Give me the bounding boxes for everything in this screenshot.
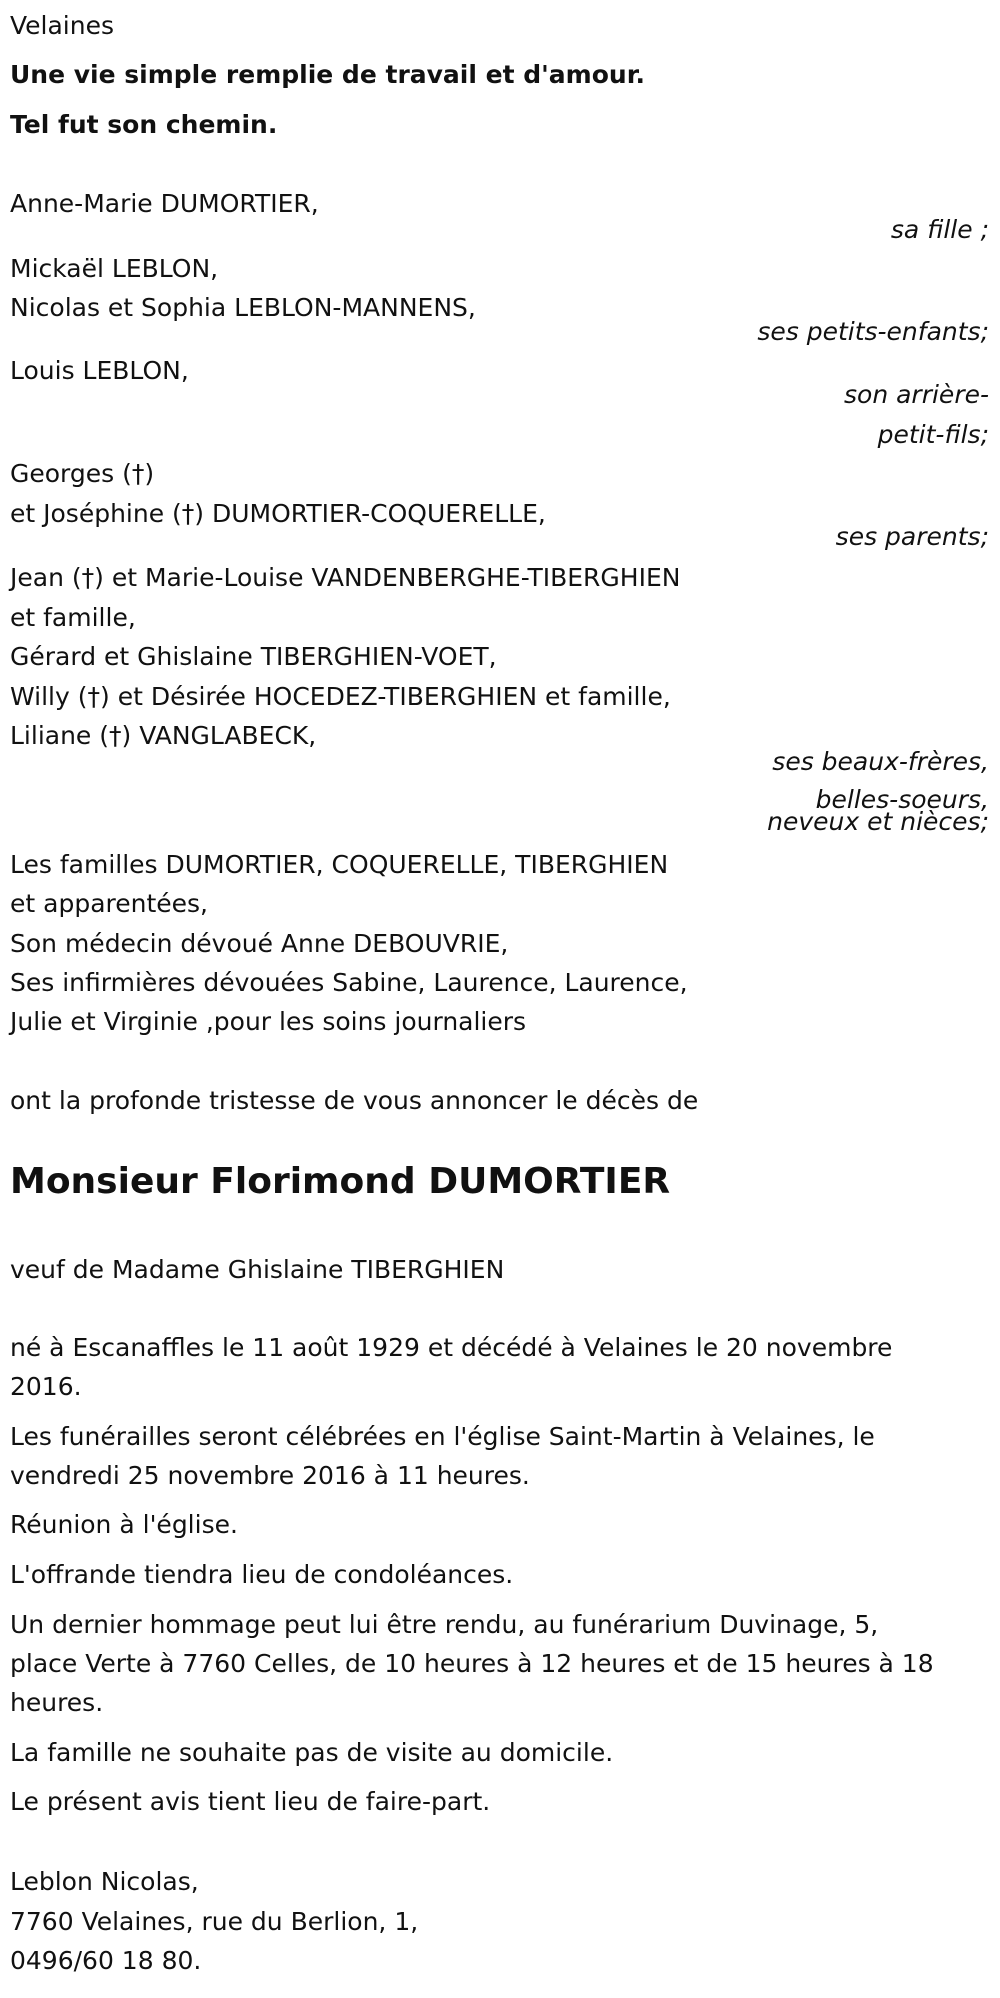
notice-text: Le présent avis tient lieu de faire-part. bbox=[10, 1787, 491, 1816]
quote-line-2: Tel fut son chemin. bbox=[10, 110, 278, 139]
parent-name: Georges (†) bbox=[10, 459, 155, 488]
great-grandson-role-line-1: son arrière- bbox=[844, 380, 989, 409]
announcement-text: ont la profonde tristesse de vous annoncer le décès de bbox=[10, 1086, 699, 1115]
parents-role: ses parents; bbox=[835, 522, 989, 551]
other-relation-line: Les familles DUMORTIER, COQUERELLE, TIBERGHIEN bbox=[10, 850, 669, 879]
meeting-text: Réunion à l'église. bbox=[10, 1510, 238, 1539]
offering-text: L'offrande tiendra lieu de condoléances. bbox=[10, 1560, 514, 1589]
grandchild-name: Mickaël LEBLON, bbox=[10, 254, 219, 283]
in-law-name: Jean (†) et Marie-Louise VANDENBERGHE-TIBERGHIEN bbox=[10, 563, 681, 592]
grandchild-name: Nicolas et Sophia LEBLON-MANNENS, bbox=[10, 293, 476, 322]
no-visit-text: La famille ne souhaite pas de visite au domicile. bbox=[10, 1738, 614, 1767]
tribute-line-3: heures. bbox=[10, 1688, 104, 1717]
funeral-line-1: Les funérailles seront célébrées en l'église Saint-Martin à Velaines, le bbox=[10, 1422, 875, 1451]
place-name: Velaines bbox=[10, 11, 115, 40]
parent-name: et Joséphine (†) DUMORTIER-COQUERELLE, bbox=[10, 499, 546, 528]
great-grandson-role-line-2: petit-fils; bbox=[877, 420, 989, 449]
in-laws-role-line-2: belles-soeurs, bbox=[815, 785, 989, 814]
widower-text: veuf de Madame Ghislaine TIBERGHIEN bbox=[10, 1255, 505, 1284]
contact-name: Leblon Nicolas, bbox=[10, 1867, 199, 1896]
in-law-name: et famille, bbox=[10, 603, 136, 632]
birth-death-line-2: 2016. bbox=[10, 1372, 82, 1401]
other-relation-line: et apparentées, bbox=[10, 889, 208, 918]
deceased-name: Monsieur Florimond DUMORTIER bbox=[10, 1161, 671, 1202]
in-laws-role-line-3: neveux et nièces; bbox=[767, 807, 989, 836]
other-relation-line: Son médecin dévoué Anne DEBOUVRIE, bbox=[10, 929, 509, 958]
funeral-line-2: vendredi 25 novembre 2016 à 11 heures. bbox=[10, 1461, 530, 1490]
obituary-notice bbox=[10, 0, 995, 1998]
quote-line-1: Une vie simple remplie de travail et d'amour. bbox=[10, 60, 645, 89]
daughter-name: Anne-Marie DUMORTIER, bbox=[10, 189, 319, 218]
contact-address: 7760 Velaines, rue du Berlion, 1, bbox=[10, 1907, 419, 1936]
other-relation-line: Julie et Virginie ,pour les soins journaliers bbox=[10, 1007, 527, 1036]
tribute-line-1: Un dernier hommage peut lui être rendu, au funérarium Duvinage, 5, bbox=[10, 1610, 879, 1639]
in-law-name: Liliane (†) VANGLABECK, bbox=[10, 721, 317, 750]
in-laws-role-line-1: ses beaux-frères, bbox=[772, 747, 989, 776]
in-law-name: Willy (†) et Désirée HOCEDEZ-TIBERGHIEN et famille, bbox=[10, 682, 671, 711]
contact-phone: 0496/60 18 80. bbox=[10, 1946, 202, 1975]
birth-death-line-1: né à Escanaffles le 11 août 1929 et décédé à Velaines le 20 novembre bbox=[10, 1333, 893, 1362]
great-grandson-name: Louis LEBLON, bbox=[10, 356, 189, 385]
other-relation-line: Ses infirmières dévouées Sabine, Laurence, Laurence, bbox=[10, 968, 688, 997]
grandchildren-role: ses petits-enfants; bbox=[757, 317, 989, 346]
tribute-line-2: place Verte à 7760 Celles, de 10 heures à 12 heures et de 15 heures à 18 bbox=[10, 1649, 934, 1678]
in-law-name: Gérard et Ghislaine TIBERGHIEN-VOET, bbox=[10, 642, 497, 671]
daughter-role: sa fille ; bbox=[890, 215, 989, 244]
